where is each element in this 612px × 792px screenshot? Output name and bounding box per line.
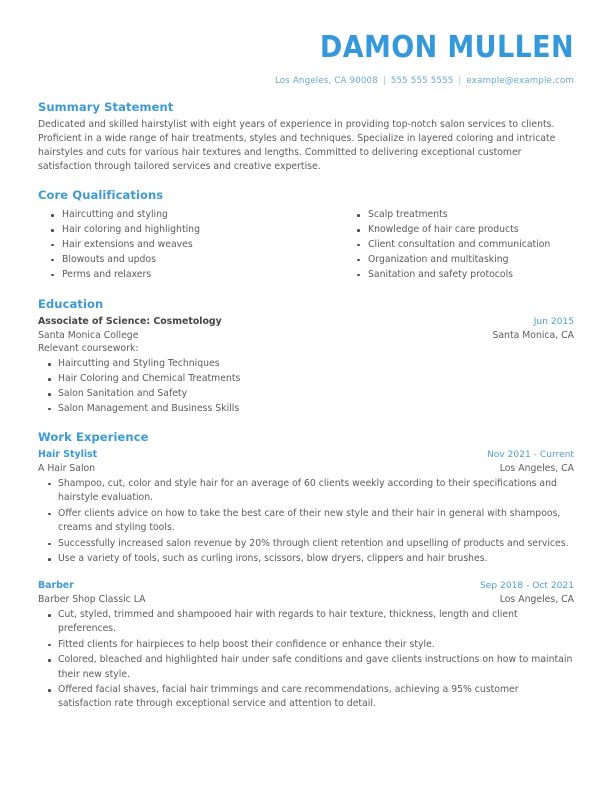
list-item: Fitted clients for hairpieces to help boost their confidence or enhance their style. [38, 638, 574, 652]
education-date: Jun 2015 [533, 316, 574, 327]
list-item: Scalp treatments [344, 208, 574, 222]
work-entry-subheader [38, 593, 574, 606]
work-company: Barber Shop Classic LA [38, 594, 146, 606]
qualifications-left-column [38, 206, 306, 283]
education-location: Santa Monica, CA [492, 329, 574, 341]
full-name: DAMON MULLEN [319, 30, 574, 65]
list-item: Knowledge of hair care products [344, 223, 574, 237]
degree-major: : Cosmetology [146, 315, 222, 327]
work-entry-header [38, 579, 574, 593]
list-item: Client consultation and communication [344, 238, 574, 252]
work-location: Los Angeles, CA [499, 463, 574, 475]
work-job-title: Hair Stylist [38, 449, 98, 461]
section-title-education: Education [38, 296, 104, 311]
education-entry [38, 315, 574, 417]
section-work-experience [38, 430, 574, 712]
section-summary-statement [38, 100, 574, 175]
work-date: Sep 2018 - Oct 2021 [480, 581, 574, 592]
qualifications-list-right [344, 208, 574, 282]
list-item: Sanitation and safety protocols [344, 268, 574, 282]
list-item: Blowouts and updos [38, 253, 306, 267]
work-location: Los Angeles, CA [499, 594, 574, 606]
list-item: Colored, bleached and highlighted hair under safe conditions and gave clients instructions on how to maintain their new style. [38, 653, 574, 682]
section-title-core-qualifications: Core Qualifications [38, 188, 164, 202]
resume-header [38, 0, 574, 86]
education-entry-header [38, 315, 574, 329]
work-bullets [38, 477, 574, 566]
section-core-qualifications [38, 188, 574, 283]
work-entry [38, 448, 574, 566]
list-item: Haircutting and Styling Techniques [38, 357, 574, 371]
qualifications-right-column [306, 206, 574, 283]
list-item: Haircutting and styling [38, 208, 306, 222]
list-item: Use a variety of tools, such as curling irons, scissors, blow dryers, clippers and hair brushes. [38, 552, 574, 566]
work-bullets [38, 608, 574, 712]
list-item: Shampoo, cut, color and style hair for an average of 60 clients weekly according to their specifications and hairstyle evaluation. [38, 477, 574, 506]
degree-name: Associate of Science [38, 315, 147, 327]
work-entry [38, 579, 574, 711]
contact-separator-2: | [458, 75, 462, 86]
qualifications-list-left [38, 208, 306, 282]
section-title-summary: Summary Statement [38, 99, 174, 114]
contact-line [38, 76, 574, 86]
summary-text: Dedicated and skilled hairstylist with eight years of experience in providing top-notch salon services to clients. Proficient in a wide range of hair treatments, styles and techniques. Specialize in layered coloring and intricate hairstyles and cuts for various hair textures and lengths. Committed to delivering exceptional customer satisfaction through tailored services and creative expertise. [38, 118, 556, 172]
list-item: Offer clients advice on how to take the best care of their new style and their hair in general with shampoos, creams and styling tools. [38, 507, 574, 536]
work-date: Nov 2021 - Current [487, 450, 574, 461]
section-education [38, 297, 574, 417]
list-item: Hair Coloring and Chemical Treatments [38, 372, 574, 386]
list-item: Hair extensions and weaves [38, 238, 306, 252]
work-entry-subheader [38, 462, 574, 475]
list-item: Offered facial shaves, facial hair trimmings and care recommendations, achieving a 95% customer satisfaction rate through exceptional service and attention to detail. [38, 683, 574, 712]
coursework-list [38, 357, 574, 416]
list-item: Salon Sanitation and Safety [38, 387, 574, 401]
contact-separator-1: | [382, 75, 386, 86]
education-entry-subheader [38, 329, 574, 342]
contact-location: Los Angeles, CA 90008 [274, 75, 378, 86]
list-item: Hair coloring and highlighting [38, 223, 306, 237]
work-entry-header [38, 448, 574, 462]
education-degree [38, 315, 222, 329]
contact-email[interactable]: example@example.com [466, 75, 574, 86]
list-item: Perms and relaxers [38, 268, 306, 282]
list-item: Organization and multitasking [344, 253, 574, 267]
list-item: Salon Management and Business Skills [38, 402, 574, 416]
education-school: Santa Monica College [38, 329, 139, 341]
list-item: Cut, styled, trimmed and shampooed hair with regards to hair texture, thickness, length and client preferences. [38, 608, 574, 637]
section-title-work-experience: Work Experience [38, 430, 149, 445]
contact-phone: 555 555 5555 [390, 75, 454, 86]
work-job-title: Barber [38, 580, 74, 592]
coursework-label: Relevant coursework: [38, 343, 139, 355]
list-item: Successfully increased salon revenue by 20% through client retention and upselling of products and services. [38, 537, 574, 551]
work-company: A Hair Salon [38, 463, 96, 475]
qualifications-columns [38, 206, 574, 283]
